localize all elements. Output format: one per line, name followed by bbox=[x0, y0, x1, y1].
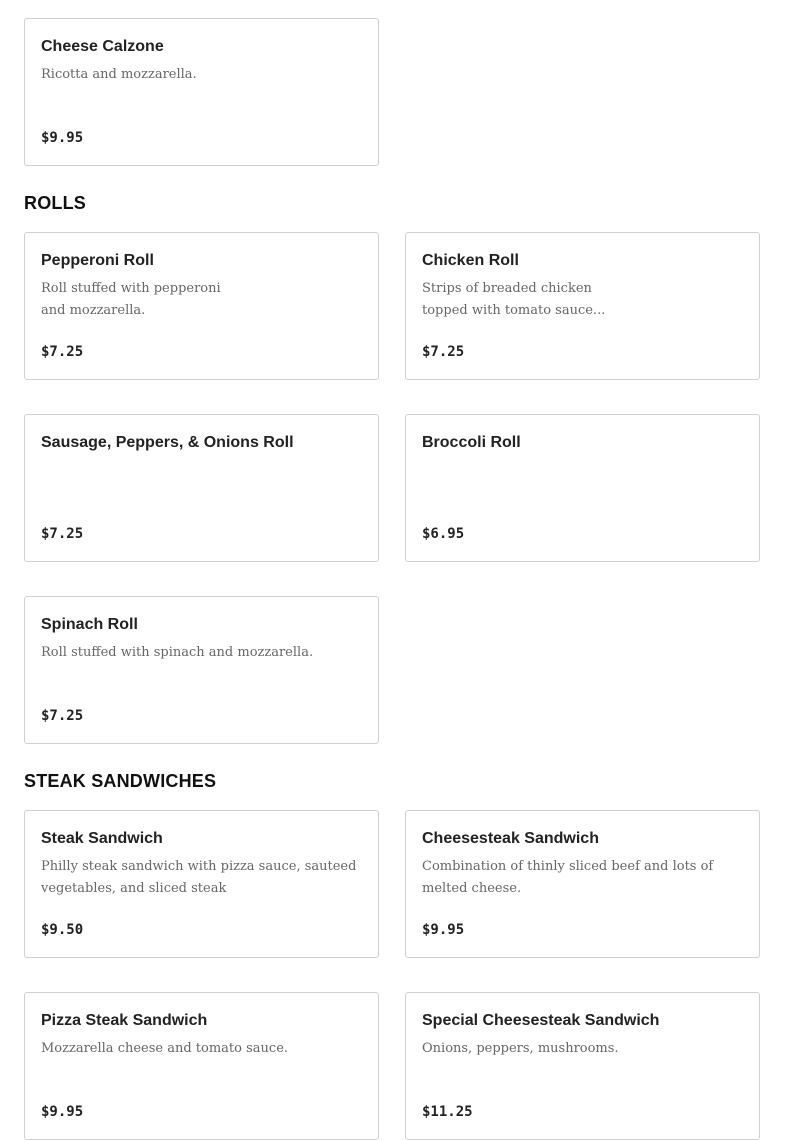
menu-item-name: Broccoli Roll bbox=[422, 434, 521, 451]
menu-item-card[interactable] bbox=[24, 992, 379, 1140]
menu-item-price: $9.95 bbox=[422, 922, 465, 938]
menu-item-description bbox=[41, 278, 221, 322]
menu-item-card[interactable] bbox=[405, 232, 760, 380]
menu-item-name: Chicken Roll bbox=[422, 252, 519, 269]
description-line: Roll stuffed with pepperoni bbox=[41, 281, 221, 296]
menu-item-price: $7.25 bbox=[422, 344, 465, 360]
menu-item-card[interactable] bbox=[24, 414, 379, 562]
menu-item-price: $7.25 bbox=[41, 708, 84, 724]
menu-item-description bbox=[422, 278, 605, 322]
description-line: Strips of breaded chicken bbox=[422, 281, 592, 296]
menu-item-card[interactable] bbox=[24, 232, 379, 380]
menu-item-description: Mozzarella cheese and tomato sauce. bbox=[41, 1041, 289, 1056]
menu-item-price: $9.95 bbox=[41, 1104, 84, 1120]
description-line: vegetables, and sliced steak bbox=[41, 881, 227, 896]
menu-item-description bbox=[422, 856, 713, 900]
menu-item-name: Cheese Calzone bbox=[41, 38, 164, 55]
menu-item-name: Cheesesteak Sandwich bbox=[422, 830, 599, 847]
menu-item-name: Special Cheesesteak Sandwich bbox=[422, 1012, 660, 1029]
menu-item-name: Steak Sandwich bbox=[41, 830, 163, 847]
menu-item-card[interactable] bbox=[405, 992, 760, 1140]
description-line: Combination of thinly sliced beef and lots of bbox=[422, 859, 714, 874]
menu-item-card[interactable] bbox=[24, 810, 379, 958]
menu-item-card[interactable] bbox=[24, 18, 379, 166]
section-title-rolls: ROLLS bbox=[24, 193, 86, 213]
menu-item-card[interactable] bbox=[405, 810, 760, 958]
menu-item-description: Onions, peppers, mushrooms. bbox=[422, 1041, 619, 1056]
menu-item-card[interactable] bbox=[405, 414, 760, 562]
menu-item-description bbox=[41, 856, 356, 900]
menu-item-card[interactable] bbox=[24, 596, 379, 744]
menu-item-price: $9.50 bbox=[41, 922, 84, 938]
description-line: Philly steak sandwich with pizza sauce, sauteed bbox=[41, 859, 357, 874]
section-title-steak-sandwiches: STEAK SANDWICHES bbox=[24, 771, 217, 791]
menu-item-description: Roll stuffed with spinach and mozzarella. bbox=[41, 645, 314, 660]
menu-item-name: Spinach Roll bbox=[41, 616, 138, 633]
menu-item-price: $7.25 bbox=[41, 526, 84, 542]
menu-item-price: $6.95 bbox=[422, 526, 465, 542]
description-line: and mozzarella. bbox=[41, 303, 146, 318]
menu-item-name: Pepperoni Roll bbox=[41, 252, 154, 269]
menu-item-name: Sausage, Peppers, & Onions Roll bbox=[41, 434, 294, 451]
description-line: topped with tomato sauce... bbox=[422, 303, 606, 318]
menu-item-price: $7.25 bbox=[41, 344, 84, 360]
menu-item-description: Ricotta and mozzarella. bbox=[41, 67, 197, 82]
menu-item-price: $11.25 bbox=[422, 1104, 473, 1120]
description-line: melted cheese. bbox=[422, 881, 522, 896]
menu-item-price: $9.95 bbox=[41, 130, 84, 146]
menu-item-name: Pizza Steak Sandwich bbox=[41, 1012, 208, 1029]
